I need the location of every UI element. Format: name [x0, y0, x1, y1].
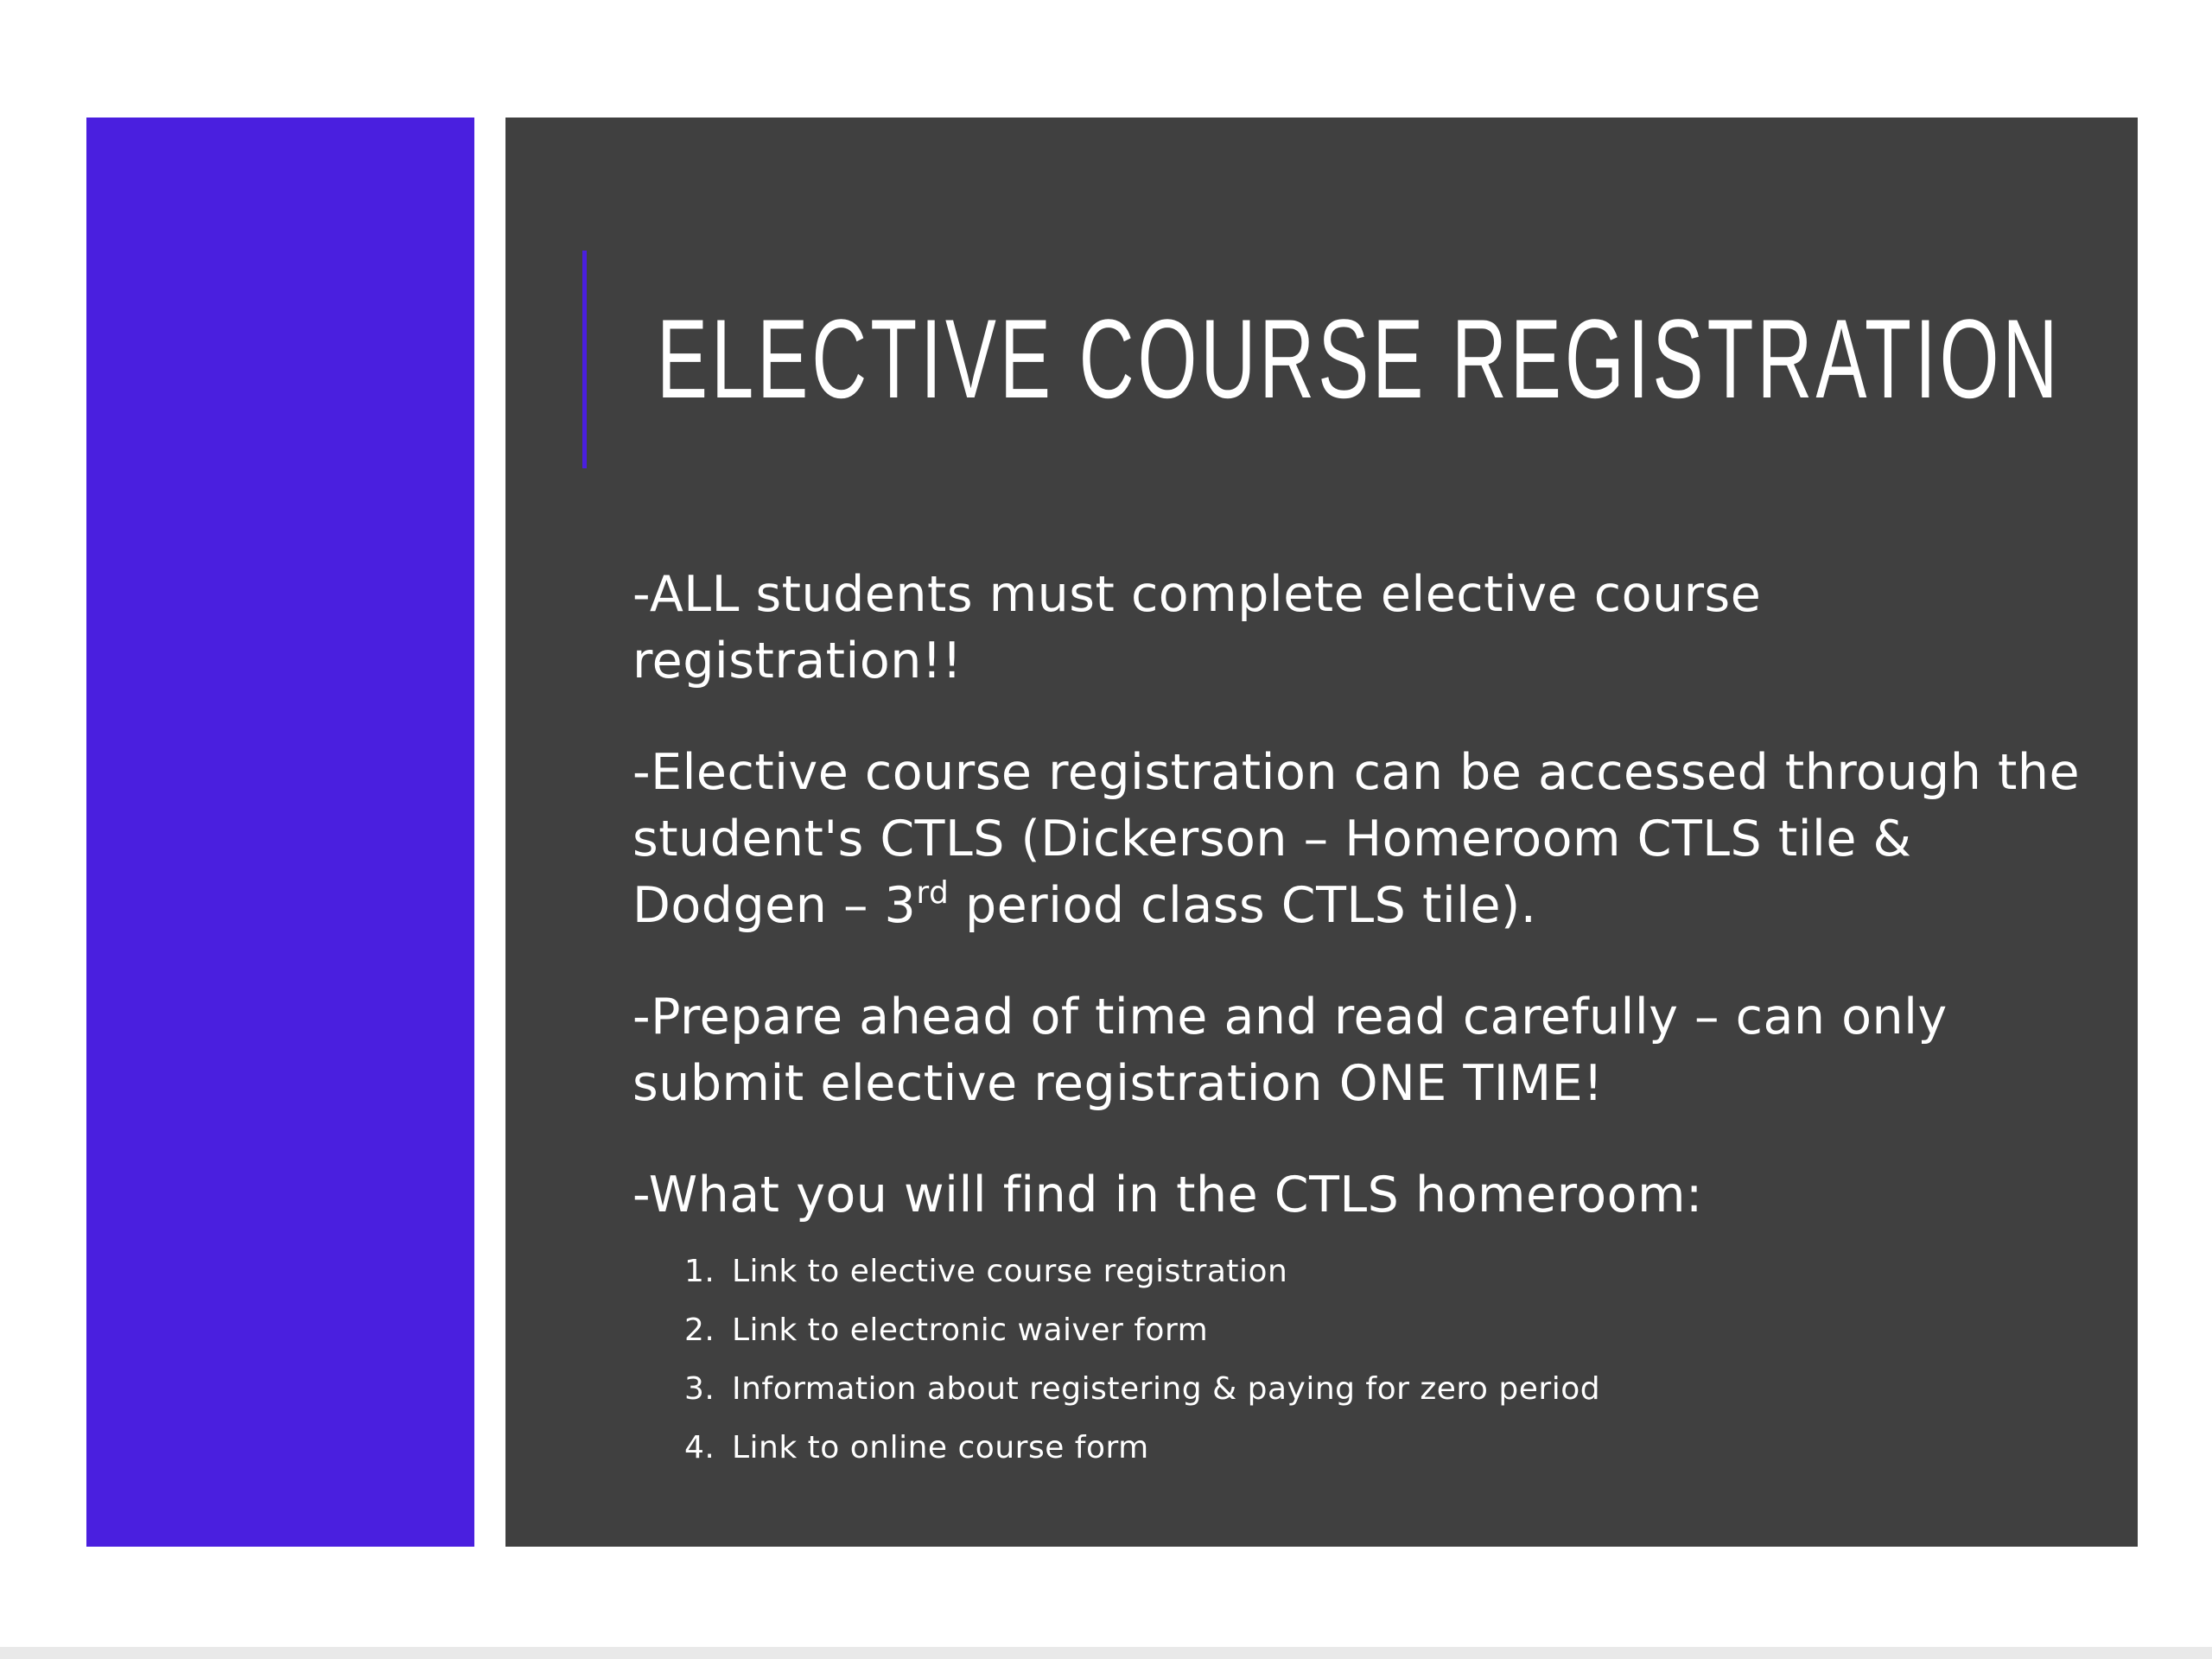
- paragraph-prepare: -Prepare ahead of time and read carefully – can only submit elective registration ONE TIME!: [632, 988, 1948, 1112]
- list-item-number: 4.: [684, 1430, 715, 1465]
- list-item-text: Link to electronic waiver form: [732, 1313, 1209, 1348]
- list-item-number: 3.: [684, 1371, 715, 1407]
- accent-panel: [86, 118, 474, 1547]
- paragraph-access-info: [632, 740, 2101, 939]
- title-accent-bar: [582, 251, 587, 468]
- list-item-text: Information about registering & paying for zero period: [732, 1371, 1601, 1407]
- paragraph-homeroom-intro: -What you will find in the CTLS homeroom:: [632, 1166, 1703, 1224]
- bottom-edge-divider: [0, 1647, 2212, 1659]
- list-item-text: Link to online course form: [732, 1430, 1149, 1465]
- list-item-number: 2.: [684, 1313, 715, 1348]
- list-item: [632, 1419, 2101, 1478]
- homeroom-items-list: [632, 1243, 2101, 1478]
- list-item-number: 1.: [684, 1254, 715, 1289]
- list-item: [632, 1360, 2101, 1419]
- slide-body: [632, 562, 2101, 1478]
- paragraph-all-students: -ALL students must complete elective course registration!!: [632, 566, 1762, 690]
- slide-title: ELECTIVE COURSE REGISTRATION: [657, 296, 2062, 422]
- list-item: [632, 1243, 2101, 1301]
- paragraph-access-text-end: period class CTLS tile).: [949, 877, 1537, 934]
- paragraph-access-text: -Elective course registration can be accessed through the student's CTLS (Dickerson – Homeroom CTLS tile & Dodgen – 3: [632, 744, 2081, 934]
- list-item-text: Link to elective course registration: [732, 1254, 1288, 1289]
- ordinal-suffix: rd: [916, 875, 950, 911]
- list-item: [632, 1301, 2101, 1360]
